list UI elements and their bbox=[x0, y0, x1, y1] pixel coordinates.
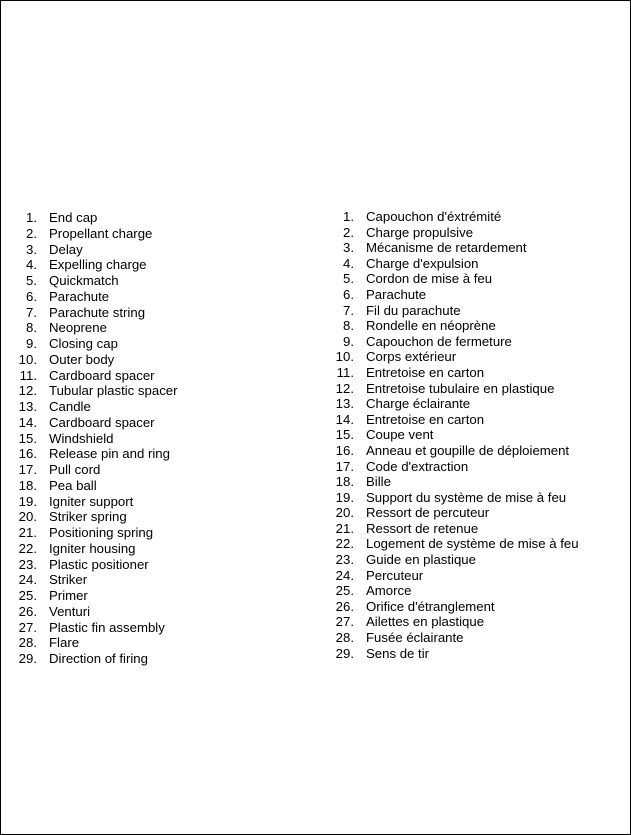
legend-item-label: Support du système de mise à feu bbox=[366, 489, 567, 505]
legend-item bbox=[325, 536, 625, 552]
legend-item-number: 21. bbox=[335, 520, 354, 536]
legend-item-label: Ressort de retenue bbox=[366, 520, 479, 536]
legend-item-number: 18. bbox=[335, 474, 354, 490]
legend-item-label: Fil du parachute bbox=[366, 302, 461, 318]
legend-item-label: Striker spring bbox=[49, 509, 127, 525]
legend-item bbox=[15, 368, 315, 384]
legend-item-label: Release pin and ring bbox=[49, 446, 170, 462]
legend-item bbox=[325, 599, 625, 615]
legend-item-label: Igniter support bbox=[49, 493, 134, 509]
legend-item-label: Quickmatch bbox=[49, 273, 119, 288]
legend-item bbox=[325, 271, 625, 287]
legend-item-number: 20. bbox=[18, 509, 37, 525]
legend-item bbox=[15, 305, 315, 321]
legend-item-label: Charge propulsive bbox=[366, 224, 474, 240]
legend-item-number: 26. bbox=[18, 603, 37, 619]
legend-item bbox=[325, 256, 625, 272]
legend-item-number: 15. bbox=[335, 427, 354, 443]
legend-item bbox=[15, 352, 315, 368]
legend-item bbox=[15, 289, 315, 305]
legend-item-label: Sens de tir bbox=[366, 645, 430, 661]
legend-item bbox=[325, 396, 625, 412]
legend-item-number: 5. bbox=[343, 271, 354, 287]
legend-item-label: Closing cap bbox=[49, 336, 118, 351]
legend-item-label: Bille bbox=[366, 474, 391, 490]
legend-item-label: Fusée éclairante bbox=[366, 630, 464, 646]
legend-item-number: 23. bbox=[18, 556, 37, 572]
legend-item bbox=[15, 242, 315, 258]
legend-item-number: 25. bbox=[18, 588, 37, 603]
legend-item-label: Positioning spring bbox=[49, 525, 154, 540]
legend-item-label: Orifice d'étranglement bbox=[366, 598, 495, 614]
legend-item bbox=[325, 474, 625, 490]
legend-item-number: 24. bbox=[18, 572, 37, 588]
legend-item-number: 6. bbox=[26, 288, 37, 304]
legend-item-number: 29. bbox=[335, 645, 354, 661]
legend-item-number: 3. bbox=[343, 240, 354, 256]
legend-item-label: Windshield bbox=[49, 430, 114, 446]
legend-item bbox=[325, 365, 625, 381]
legend-item bbox=[325, 630, 625, 646]
legend-item bbox=[15, 336, 315, 352]
legend-item-label: Cardboard spacer bbox=[49, 367, 155, 383]
legend-item bbox=[15, 651, 315, 667]
legend-item-number: 22. bbox=[18, 540, 37, 556]
legend-item-number: 24. bbox=[335, 567, 354, 583]
legend-item-label: Logement de système de mise à feu bbox=[366, 536, 579, 552]
legend-item-label: Amorce bbox=[366, 583, 412, 599]
legend-item-number: 9. bbox=[343, 333, 354, 349]
legend-item-number: 22. bbox=[335, 536, 354, 552]
legend-item-label: Tubular plastic spacer bbox=[49, 383, 178, 399]
legend-item-label: Primer bbox=[49, 588, 88, 603]
legend-item bbox=[325, 521, 625, 537]
legend-item bbox=[325, 287, 625, 303]
legend-item-number: 4. bbox=[26, 257, 37, 273]
legend-item-label: Capouchon d'éxtrémité bbox=[366, 209, 502, 224]
legend-item-number: 7. bbox=[343, 302, 354, 318]
legend-item-label: Coupe vent bbox=[366, 427, 434, 443]
legend-item bbox=[15, 399, 315, 415]
legend-item-number: 16. bbox=[18, 446, 37, 462]
legend-item-label: Pull cord bbox=[49, 462, 101, 477]
legend-item-label: Pea ball bbox=[49, 477, 97, 493]
legend-item-number: 17. bbox=[335, 458, 354, 474]
legend-item bbox=[325, 318, 625, 334]
legend-item bbox=[325, 490, 625, 506]
legend-item-label: Outer body bbox=[49, 351, 115, 367]
legend-item-label: Ressort de percuteur bbox=[366, 505, 490, 521]
legend-english bbox=[15, 210, 315, 667]
legend-item-number: 23. bbox=[335, 552, 354, 568]
legend-item-number: 28. bbox=[18, 635, 37, 651]
legend-item bbox=[325, 412, 625, 428]
legend-item bbox=[15, 257, 315, 273]
legend-item-number: 1. bbox=[26, 210, 37, 225]
legend-item-number: 14. bbox=[18, 414, 37, 430]
legend-item-number: 2. bbox=[343, 224, 354, 240]
legend-item-label: Guide en plastique bbox=[366, 552, 476, 568]
legend-item-number: 1. bbox=[343, 209, 354, 224]
legend-item-label: Charge d'expulsion bbox=[366, 255, 479, 271]
legend-item-number: 21. bbox=[18, 525, 37, 540]
legend-item bbox=[325, 568, 625, 584]
legend-item-label: Propellant charge bbox=[49, 225, 153, 241]
legend-item bbox=[15, 572, 315, 588]
legend-item-label: Delay bbox=[49, 241, 83, 257]
legend-item-number: 16. bbox=[335, 442, 354, 458]
legend-item bbox=[325, 552, 625, 568]
legend-item-label: Expelling charge bbox=[49, 257, 147, 273]
legend-item-number: 19. bbox=[18, 493, 37, 509]
legend-item-number: 14. bbox=[335, 411, 354, 427]
legend-item-number: 12. bbox=[335, 380, 354, 396]
legend-item-label: Code d'extraction bbox=[366, 458, 469, 474]
legend-item bbox=[15, 478, 315, 494]
legend-item-number: 20. bbox=[335, 505, 354, 521]
legend-item-label: Parachute bbox=[366, 286, 427, 302]
legend-item bbox=[325, 209, 625, 225]
legend-item-label: Ailettes en plastique bbox=[366, 614, 485, 630]
legend-item-label: Plastic fin assembly bbox=[49, 619, 165, 635]
legend-item-number: 13. bbox=[335, 396, 354, 412]
legend-item-number: 28. bbox=[335, 630, 354, 646]
legend-item-label: Plastic positioner bbox=[49, 556, 149, 572]
legend-item bbox=[15, 415, 315, 431]
legend-item bbox=[15, 635, 315, 651]
legend-item-number: 8. bbox=[26, 320, 37, 336]
legend-item bbox=[325, 334, 625, 350]
legend-item-label: Direction of firing bbox=[49, 651, 148, 666]
legend-item bbox=[15, 446, 315, 462]
legend-item-label: Rondelle en néoprène bbox=[366, 318, 496, 334]
legend-item bbox=[15, 557, 315, 573]
legend-french bbox=[325, 209, 625, 661]
legend-item-number: 10. bbox=[335, 349, 354, 365]
legend-item bbox=[325, 505, 625, 521]
legend-item-number: 4. bbox=[343, 255, 354, 271]
legend-item bbox=[15, 320, 315, 336]
legend-item bbox=[15, 525, 315, 541]
legend-item-label: Striker bbox=[49, 572, 88, 588]
legend-item-number: 27. bbox=[18, 619, 37, 635]
legend-item-label: Percuteur bbox=[366, 567, 424, 583]
legend-item-label: Parachute string bbox=[49, 304, 146, 320]
legend-item-number: 6. bbox=[343, 286, 354, 302]
legend-item-number: 11. bbox=[19, 367, 37, 383]
legend-item-number: 5. bbox=[26, 273, 37, 288]
legend-item bbox=[325, 381, 625, 397]
legend-item bbox=[325, 303, 625, 319]
legend-item-number: 12. bbox=[18, 383, 37, 399]
legend-item bbox=[325, 225, 625, 241]
legend-item bbox=[325, 646, 625, 662]
legend-item bbox=[325, 427, 625, 443]
legend-item-label: Entretoise en carton bbox=[366, 411, 485, 427]
legend-item bbox=[15, 210, 315, 226]
legend-item-number: 8. bbox=[343, 318, 354, 334]
legend-item-number: 18. bbox=[18, 477, 37, 493]
legend-item-number: 26. bbox=[335, 598, 354, 614]
legend-item bbox=[15, 494, 315, 510]
legend-item-label: Parachute bbox=[49, 288, 110, 304]
legend-item bbox=[15, 604, 315, 620]
legend-item-number: 9. bbox=[26, 336, 37, 351]
legend-item-label: Neoprene bbox=[49, 320, 107, 336]
legend-item-number: 29. bbox=[18, 651, 37, 666]
legend-item bbox=[325, 349, 625, 365]
legend-item-label: Anneau et goupille de déploiement bbox=[366, 442, 570, 458]
legend-item-number: 2. bbox=[26, 225, 37, 241]
legend-item-label: Entretoise tubulaire en plastique bbox=[366, 380, 555, 396]
legend-item bbox=[325, 443, 625, 459]
legend-item bbox=[15, 431, 315, 447]
legend-item bbox=[15, 462, 315, 478]
legend-item bbox=[15, 383, 315, 399]
legend-item-label: Venturi bbox=[49, 603, 91, 619]
legend-item-number: 3. bbox=[26, 241, 37, 257]
legend-item bbox=[15, 588, 315, 604]
legend-item-number: 17. bbox=[18, 462, 37, 477]
legend-item-label: Charge éclairante bbox=[366, 396, 471, 412]
legend-item-number: 7. bbox=[26, 304, 37, 320]
legend-item-number: 27. bbox=[335, 614, 354, 630]
legend-item-label: Capouchon de fermeture bbox=[366, 333, 512, 349]
legend-item-label: Cardboard spacer bbox=[49, 414, 155, 430]
legend-item-label: Corps extérieur bbox=[366, 349, 457, 365]
legend-item-label: Igniter housing bbox=[49, 540, 136, 556]
legend-item bbox=[15, 541, 315, 557]
legend-item bbox=[15, 509, 315, 525]
legend-item bbox=[325, 459, 625, 475]
legend-item-number: 25. bbox=[335, 583, 354, 599]
legend-item bbox=[15, 226, 315, 242]
legend-item-number: 11. bbox=[336, 364, 354, 380]
legend-item-label: Candle bbox=[49, 399, 91, 414]
legend-item bbox=[325, 583, 625, 599]
legend-item-number: 15. bbox=[18, 430, 37, 446]
legend-item-label: Mécanisme de retardement bbox=[366, 240, 527, 256]
legend-item bbox=[15, 273, 315, 289]
legend-item-number: 13. bbox=[18, 399, 37, 414]
legend-item bbox=[325, 240, 625, 256]
legend-item bbox=[325, 614, 625, 630]
legend-item-label: End cap bbox=[49, 210, 98, 225]
legend-item-number: 10. bbox=[18, 351, 37, 367]
legend-item-label: Entretoise en carton bbox=[366, 364, 485, 380]
legend-item-number: 19. bbox=[335, 489, 354, 505]
legend-item-label: Flare bbox=[49, 635, 80, 651]
legend-item-label: Cordon de mise à feu bbox=[366, 271, 493, 287]
legend-item bbox=[15, 620, 315, 636]
